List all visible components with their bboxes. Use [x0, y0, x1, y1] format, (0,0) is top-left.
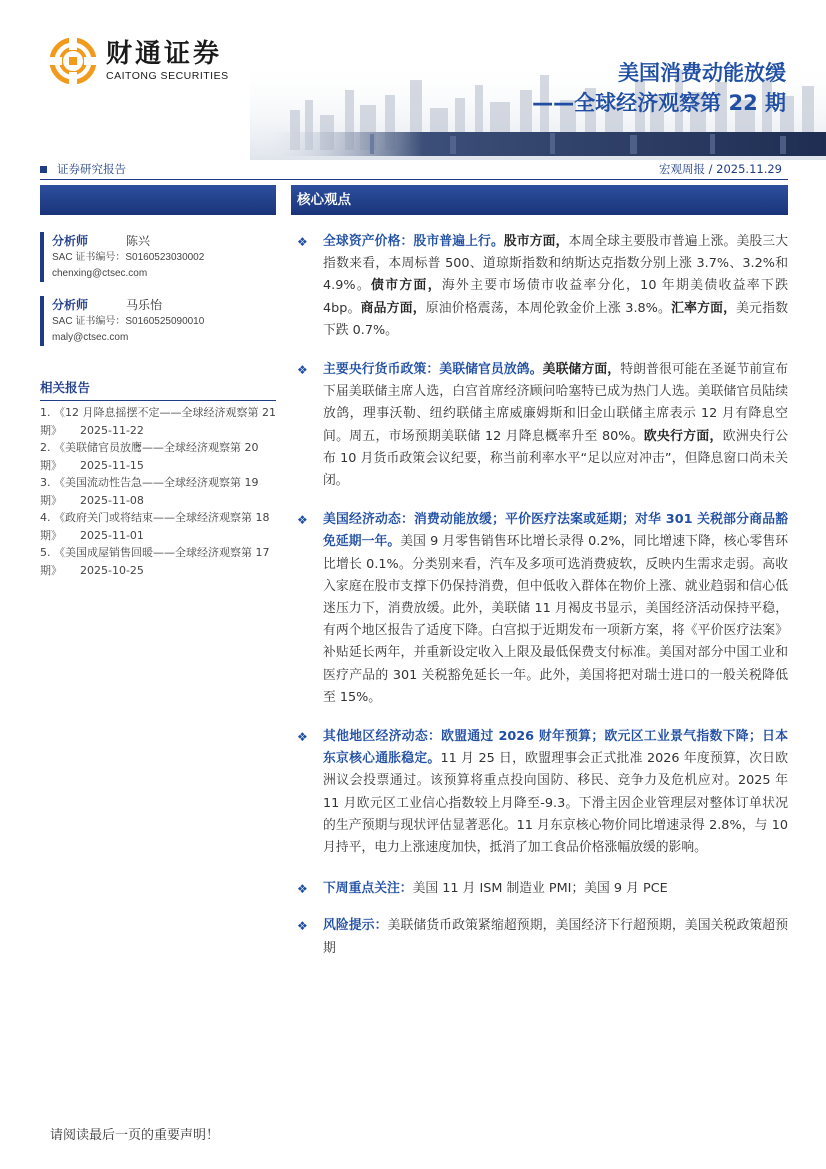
core-point-lead: 其他地区经济动态：欧盟通过 2026 财年预算；欧元区工业景气指数下降；日本东京核心通胀稳定。 [323, 729, 788, 767]
keyword: 商品方面， [360, 300, 426, 316]
core-point-risk [291, 915, 788, 959]
square-bullet-icon [40, 166, 47, 173]
company-logo [50, 38, 229, 84]
core-point-text: 11 月 25 日，欧盟理事会正式批准 2026 年度预算，次日欧洲议会投票通过。该预算将重点投向国防、移民、竞争力及危机应对。2025 年 11 月欧元区工业信心指数较上月降至-9.3。下滑主因企业管理层对整体订单状况的生产预期与现状评估显著恶化。11 月东京核心物价同比增速录得 2.8%，与 10 月持平，电力上涨速度加快，抵消了加工食品价格涨幅放缓的影响。 [323, 751, 788, 856]
related-report-title[interactable]: 4. 《政府关门或将结束——全球经济观察第 18 期》 [40, 511, 270, 542]
diamond-bullet-icon: ❖ [297, 363, 308, 378]
analyst-card [40, 296, 276, 346]
keyword: 美联储方面， [542, 362, 621, 378]
analyst-label: 分析师 [52, 234, 89, 248]
core-point-text: 美国 11 月 ISM 制造业 PMI；美国 9 月 PCE [412, 881, 668, 897]
analyst-email[interactable]: maly@ctsec.com [52, 332, 129, 343]
related-report-item[interactable] [40, 404, 276, 439]
report-type-date: 宏观周报 / 2025.11.29 [658, 162, 782, 176]
core-point-other-regions [291, 726, 788, 859]
core-point-lead: 美国经济动态：消费动能放缓；平价医疗法案或延期；对华 301 关税部分商品豁免延期一年。 [323, 512, 788, 550]
related-report-title[interactable]: 3. 《美国流动性告急——全球经济观察第 19 期》 [40, 476, 259, 507]
report-header [0, 0, 826, 160]
report-title-sub: ——全球经济观察第 22 期 [532, 91, 786, 115]
core-point-text: 特朗普很可能在圣诞节前宣布下届美联储主席人选，白宫首席经济顾问哈塞特已成为热门人选。美联储官员陆续放鸽，理事沃勒、纽约联储主席威廉姆斯和旧金山联储主席表示 12 月有降息空间。周五，市场预期美联储 12 月降息概率升至 80%。 [323, 362, 789, 444]
related-reports-title: 相关报告 [40, 378, 276, 401]
analyst-sac-number: SAC 证书编号：S0160523030002 [52, 252, 205, 263]
core-point-text: 美联储货币政策紧缩超预期，美国经济下行超预期，美国关税政策超预期 [323, 918, 789, 956]
related-report-title[interactable]: 2. 《美联储官员放鹰——全球经济观察第 20 期》 [40, 441, 259, 472]
related-report-date: 2025-11-01 [80, 528, 144, 542]
core-views-title: 核心观点 [291, 185, 788, 215]
related-report-item[interactable] [40, 474, 276, 509]
core-point-text: 美国 9 月零售销售环比增长录得 0.2%，同比增速下降，核心零售环比增长 0.1%。分类别来看，汽车及多项可选消费疲软，反映内生需求走弱。高收入家庭在股市支撑下仍保持消费，但中低收入群体在物价上涨、就业趋弱和信心低迷压力下，消费放缓。此外，美联储 11 月褐皮书显示，美国经济活动保持平稳，有两个地区报告了适度下降。白宫拟于近期发布一项新方案，将《平价医疗法案》补贴延长两年，并重新设定收入上限及最低保费支付标准。美国对部分中国工业和医疗产品的 301 关税豁免延长一年。此外，美国将把对瑞士进口的一般关税降低至 15%。 [323, 534, 788, 705]
related-reports-list [40, 404, 276, 579]
related-report-date: 2025-11-15 [80, 458, 144, 472]
keyword: 股市方面， [503, 234, 569, 249]
diamond-bullet-icon: ❖ [297, 513, 308, 528]
core-point-text: 海外主要市场债市收益率分化，10 年期美债收益率下跌 4bp。 [323, 278, 788, 316]
diamond-bullet-icon: ❖ [297, 730, 308, 745]
related-report-date: 2025-11-08 [80, 493, 144, 507]
analyst-name: 马乐怡 [126, 298, 163, 312]
core-point-global-assets [291, 231, 788, 342]
core-point-lead: 全球资产价格：股市普遍上行。 [323, 234, 504, 249]
logo-english-name: CAITONG SECURITIES [106, 70, 229, 82]
related-report-item[interactable] [40, 439, 276, 474]
analyst-name: 陈兴 [126, 234, 151, 248]
sidebar-header-bar [40, 185, 276, 215]
related-report-title[interactable]: 5. 《美国成屋销售回暖——全球经济观察第 17 期》 [40, 546, 270, 577]
related-report-item[interactable] [40, 544, 276, 579]
report-category-label: 证券研究报告 [57, 162, 126, 176]
core-point-lead: 下周重点关注： [323, 881, 413, 897]
report-category [40, 161, 126, 177]
related-report-date: 2025-10-25 [80, 563, 144, 577]
related-report-date: 2025-11-22 [80, 423, 144, 437]
core-point-us-economy [291, 509, 788, 709]
core-views [291, 185, 788, 960]
diamond-bullet-icon: ❖ [297, 235, 308, 249]
core-point-lead: 风险提示： [323, 918, 388, 934]
analyst-label: 分析师 [52, 298, 89, 312]
related-report-item[interactable] [40, 509, 276, 544]
sidebar [40, 185, 276, 579]
core-point-lead: 主要央行货币政策：美联储官员放鸽。 [323, 362, 543, 378]
caitong-logo-icon [50, 38, 96, 84]
analyst-card [40, 232, 276, 282]
report-meta-bar [40, 160, 788, 180]
keyword: 债市方面， [371, 278, 442, 294]
core-point-text: 美元指数下跌 0.7%。 [323, 300, 789, 338]
core-point-central-banks [291, 359, 788, 492]
report-title [532, 58, 786, 118]
core-point-text: 本周全球主要股市普遍上涨。美股三大指数来看，本周标普 500、道琼斯指数和纳斯达克指数分别上涨 3.7%、3.2%和 4.9%。 [323, 234, 789, 294]
related-report-title[interactable]: 1. 《12 月降息摇摆不定——全球经济观察第 21 期》 [40, 406, 276, 437]
logo-chinese-name: 财通证券 [106, 39, 223, 69]
disclaimer-note: 请阅读最后一页的重要声明！ [50, 1128, 220, 1143]
diamond-bullet-icon: ❖ [297, 919, 308, 934]
diamond-bullet-icon: ❖ [297, 882, 308, 897]
core-point-text: 欧洲央行公布 10 月货币政策会议纪要，称当前利率水平“足以应对冲击”，但降息窗口尚未关闭。 [323, 428, 789, 489]
core-point-next-week [291, 878, 788, 900]
core-point-text: 原油价格震荡，本周伦敦金价上涨 3.8%。 [425, 300, 672, 316]
keyword: 汇率方面， [671, 300, 737, 316]
keyword: 欧央行方面， [643, 428, 723, 444]
report-title-main: 美国消费动能放缓 [618, 61, 786, 85]
analyst-sac-number: SAC 证书编号：S0160525090010 [52, 316, 205, 327]
analyst-email[interactable]: chenxing@ctsec.com [52, 268, 148, 279]
